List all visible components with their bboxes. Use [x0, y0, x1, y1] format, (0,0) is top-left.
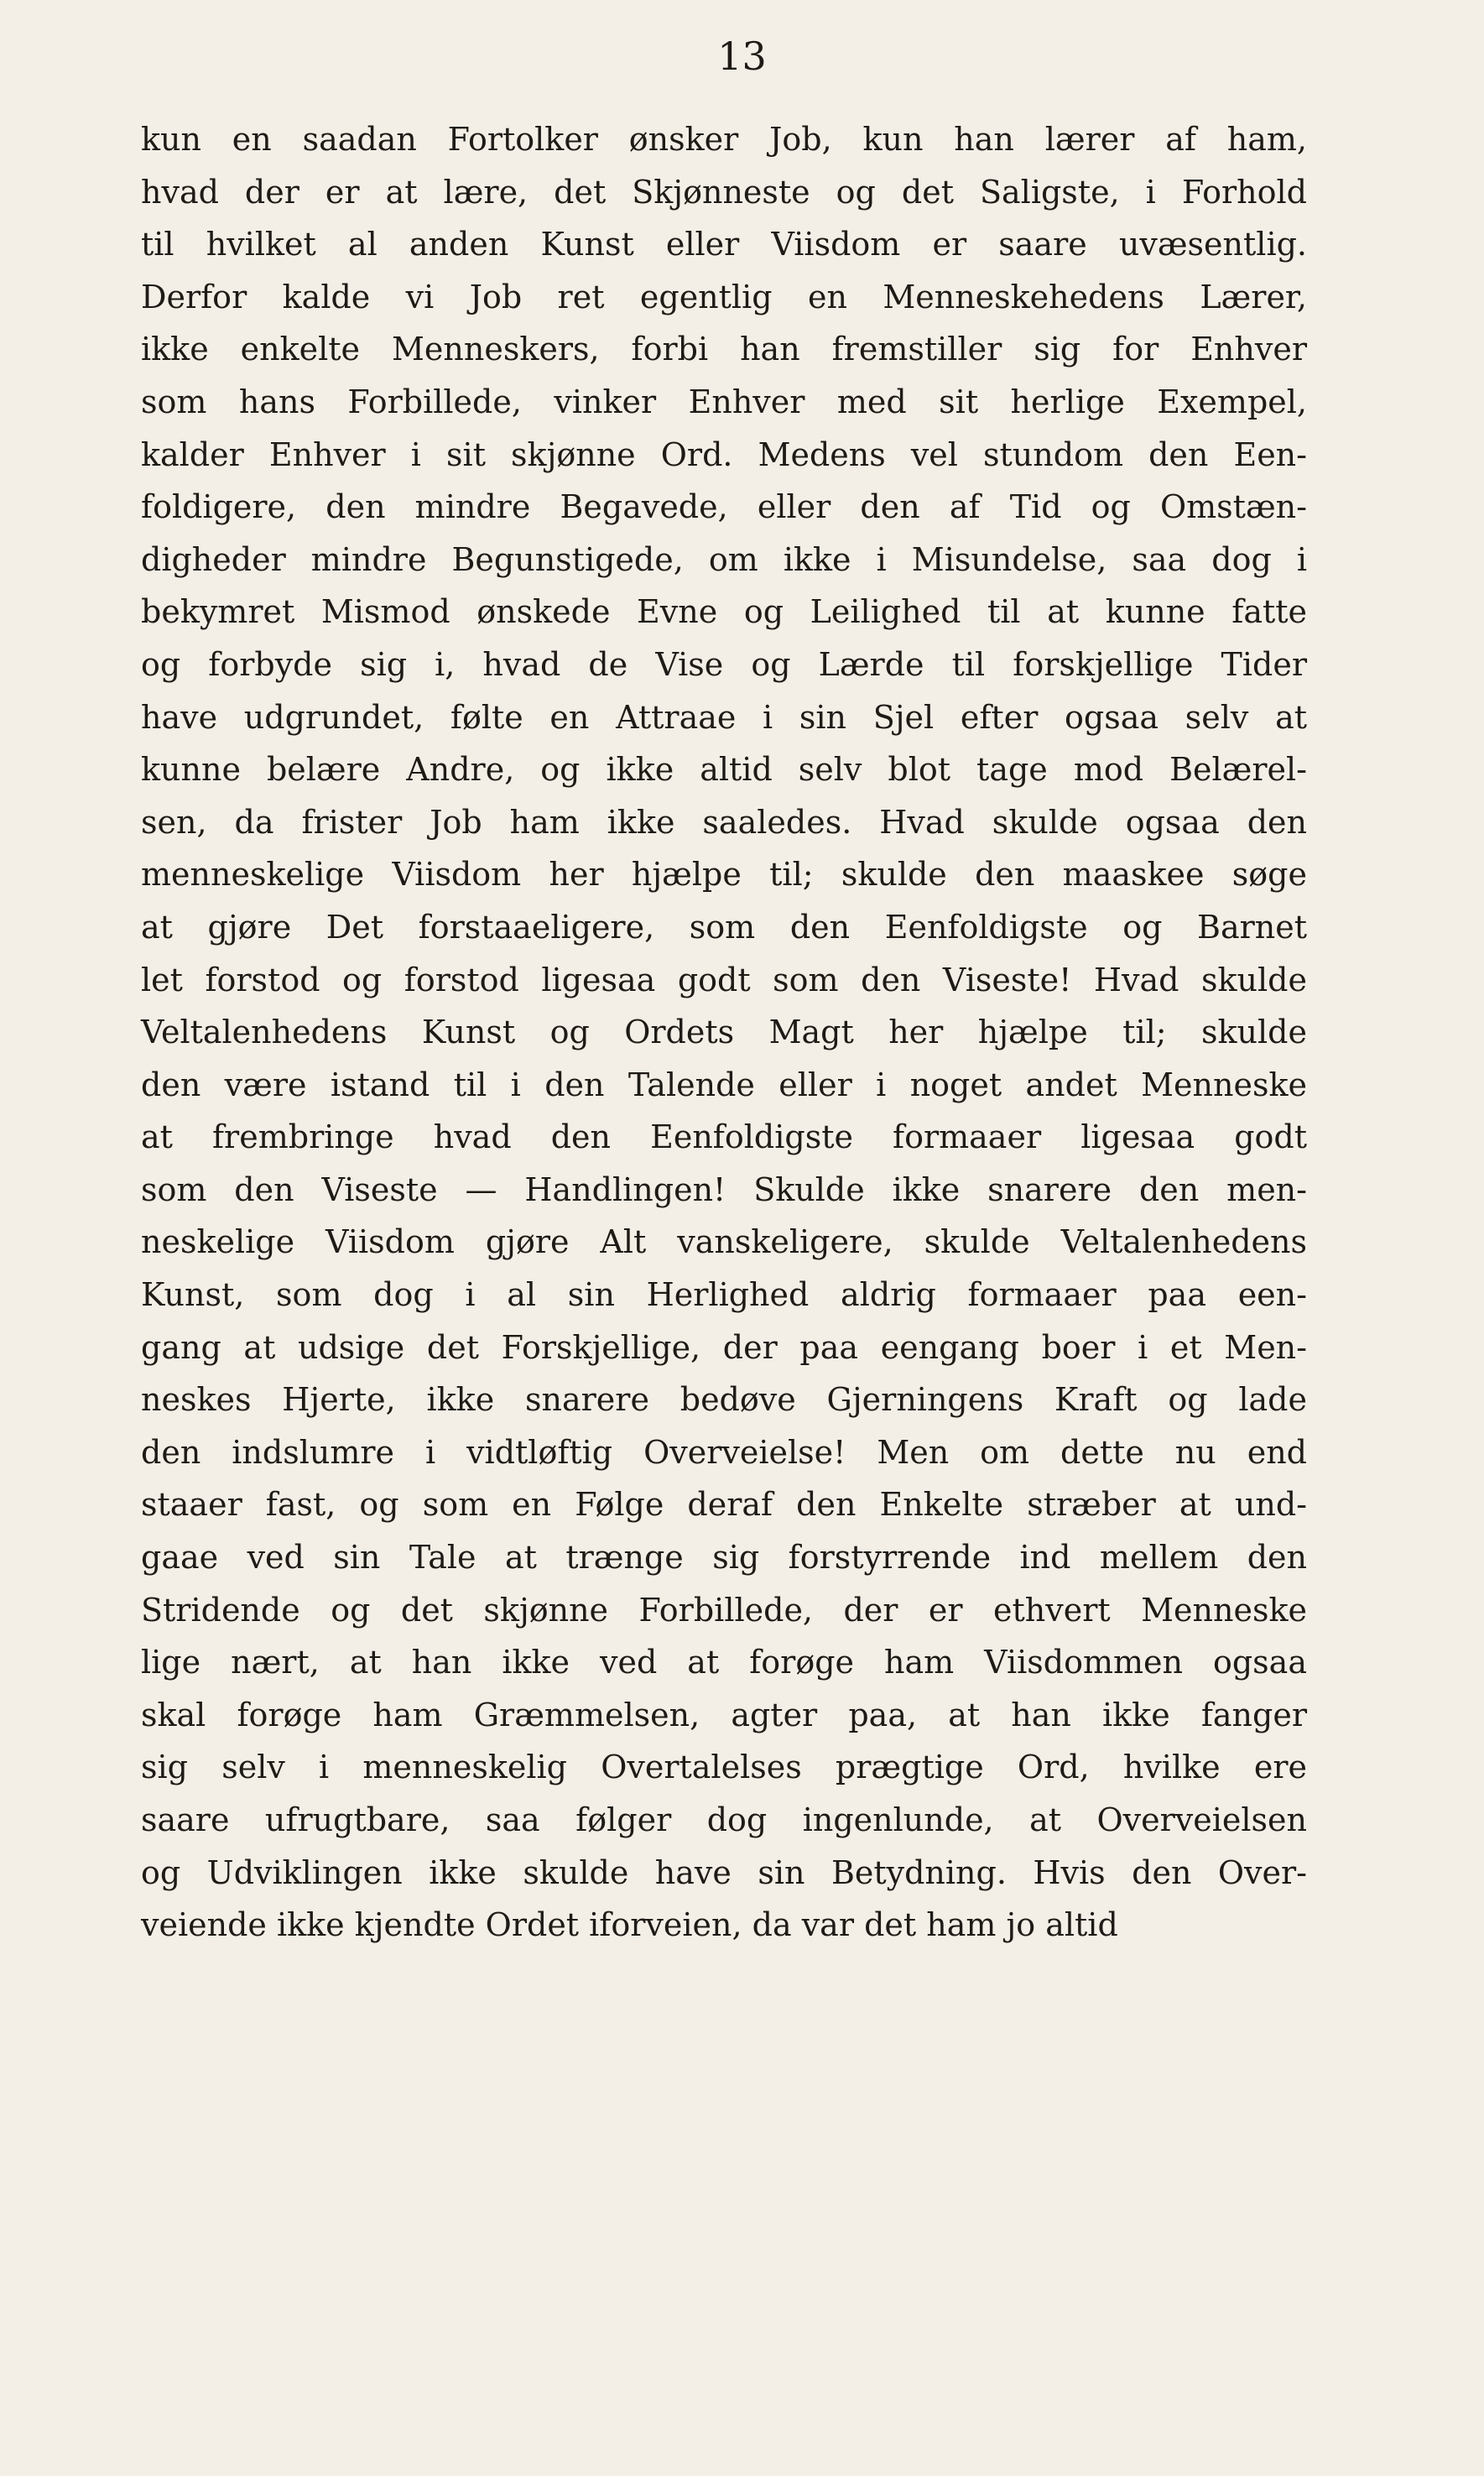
text-line: neskes Hjerte, ikke snarere bedøve Gjerningens Kraft og lade: [141, 1381, 1307, 1419]
text-line: saare ufrugtbare, saa følger dog ingenlunde, at Overveielsen: [141, 1801, 1307, 1838]
text-line: kalder Enhver i sit skjønne Ord. Medens vel stundom den Een-: [141, 435, 1307, 473]
text-line: veiende ikke kjendte Ordet iforveien, da var det ham jo altid: [141, 1906, 1118, 1944]
text-line: neskelige Viisdom gjøre Alt vanskeligere, skulde Veltalenhedens: [141, 1223, 1307, 1261]
text-line: Kunst, som dog i al sin Herlighed aldrig formaaer paa een-: [141, 1276, 1307, 1314]
text-line: lige nært, at han ikke ved at forøge ham Viisdommen ogsaa: [141, 1644, 1307, 1681]
text-line: den indslumre i vidtløftig Overveielse! Men om dette nu end: [141, 1433, 1307, 1471]
text-line: at gjøre Det forstaaeligere, som den Eenfoldigste og Barnet: [141, 908, 1307, 946]
text-line: ikke enkelte Menneskers, forbi han fremstiller sig for Enhver: [141, 331, 1307, 368]
text-line: kun en saadan Fortolker ønsker Job, kun han lærer af ham,: [141, 121, 1307, 158]
text-line: staaer fast, og som en Følge deraf den Enkelte stræber at und-: [141, 1486, 1307, 1524]
text-line: sig selv i menneskelig Overtalelses prægtige Ord, hvilke ere: [141, 1749, 1307, 1786]
text-line: menneskelige Viisdom her hjælpe til; skulde den maaskee søge: [141, 856, 1307, 894]
text-line: digheder mindre Begunstigede, om ikke i Misundelse, saa dog i: [141, 540, 1307, 578]
text-line: skal forøge ham Græmmelsen, agter paa, at han ikke fanger: [141, 1696, 1307, 1733]
body-text: [141, 113, 1307, 1952]
text-line: som hans Forbillede, vinker Enhver med sit herlige Exempel,: [141, 383, 1307, 420]
text-line: Veltalenhedens Kunst og Ordets Magt her hjælpe til; skulde: [141, 1014, 1307, 1051]
text-line: at frembringe hvad den Eenfoldigste formaaer ligesaa godt: [141, 1118, 1307, 1156]
text-line: let forstod og forstod ligesaa godt som den Viseste! Hvad skulde: [141, 961, 1307, 998]
text-line: Stridende og det skjønne Forbillede, der er ethvert Menneske: [141, 1591, 1307, 1629]
page-number: 13: [717, 34, 767, 79]
text-line: sen, da frister Job ham ikke saaledes. Hvad skulde ogsaa den: [141, 803, 1307, 841]
text-line: og Udviklingen ikke skulde have sin Betydning. Hvis den Over-: [141, 1853, 1307, 1891]
text-line: den være istand til i den Talende eller i noget andet Menneske: [141, 1066, 1307, 1103]
text-line: til hvilket al anden Kunst eller Viisdom er saare uvæsentlig.: [141, 226, 1307, 263]
text-line: have udgrundet, følte en Attraae i sin Sjel efter ogsaa selv at: [141, 698, 1307, 736]
text-line: Derfor kalde vi Job ret egentlig en Menneskehedens Lærer,: [141, 278, 1307, 315]
text-line: hvad der er at lære, det Skjønneste og det Saligste, i Forhold: [141, 173, 1307, 211]
text-line: gang at udsige det Forskjellige, der paa eengang boer i et Men-: [141, 1328, 1307, 1366]
text-line: og forbyde sig i, hvad de Vise og Lærde til forskjellige Tider: [141, 645, 1307, 683]
text-line: som den Viseste — Handlingen! Skulde ikke snarere den men-: [141, 1170, 1307, 1208]
text-line: kunne belære Andre, og ikke altid selv blot tage mod Belærel-: [141, 751, 1307, 789]
text-line: bekymret Mismod ønskede Evne og Leilighed til at kunne fatte: [141, 593, 1307, 631]
text-line: gaae ved sin Tale at trænge sig forstyrrende ind mellem den: [141, 1539, 1307, 1577]
text-line: foldigere, den mindre Begavede, eller den af Tid og Omstæn-: [141, 488, 1307, 526]
